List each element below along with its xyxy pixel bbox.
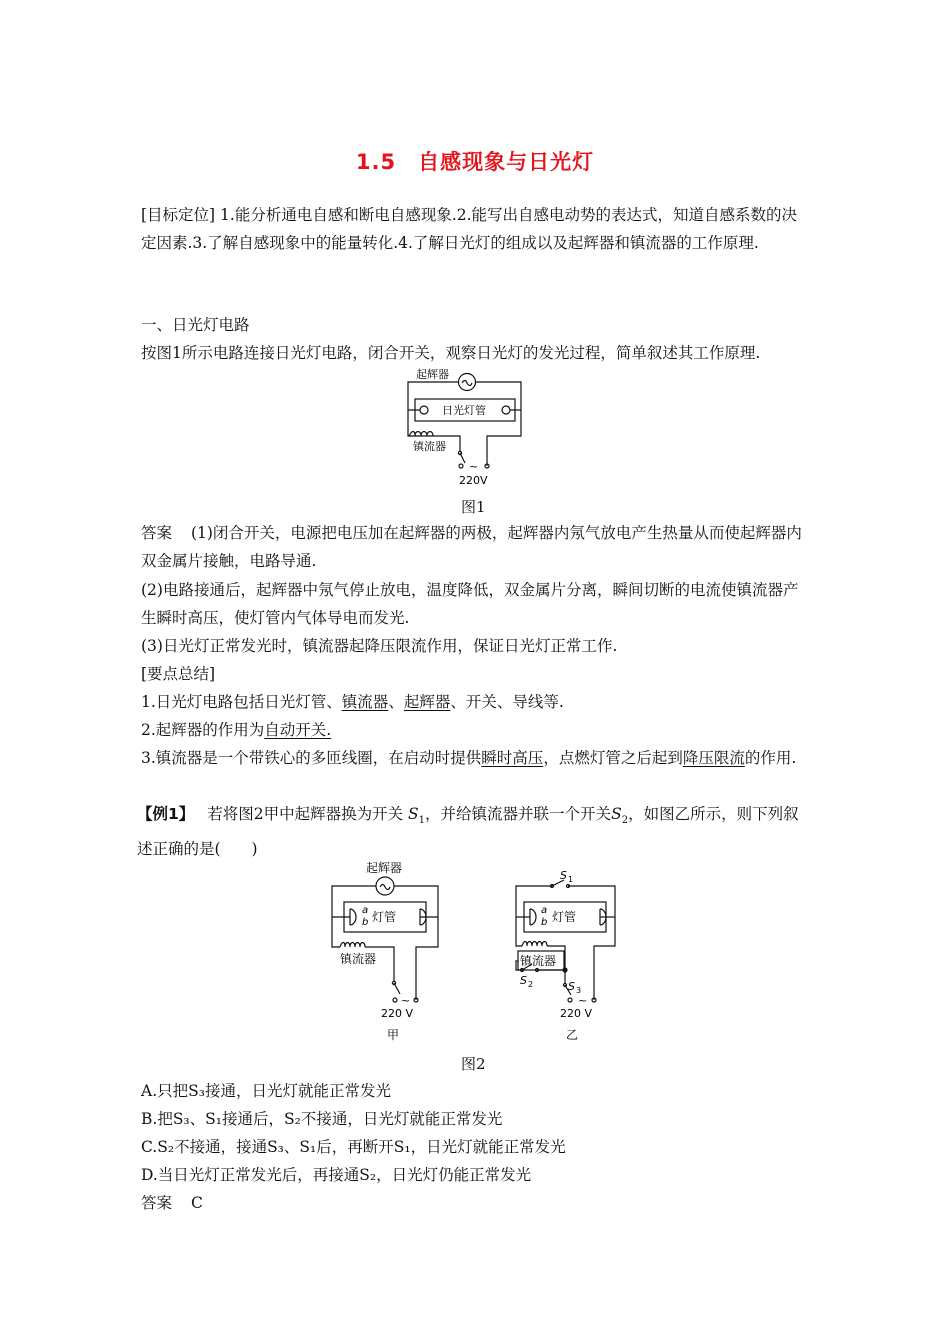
summary-key-limit-current: 降压限流	[682, 749, 745, 767]
summary-text: 、	[388, 693, 404, 711]
figure-2-caption: 图2	[461, 1055, 486, 1073]
voltage-label: 220 V	[381, 1007, 414, 1020]
starter-label: 起辉器	[366, 861, 403, 875]
answer-1-p3: (3)日光灯正常发光时，镇流器起降压限流作用，保证日光灯正常工作.	[141, 637, 618, 655]
tube-label: 日光灯管	[442, 404, 486, 417]
page-title: 1.5 自感现象与日光灯	[355, 150, 595, 174]
figure-1-circuit	[400, 366, 530, 490]
ac-symbol: ~	[578, 994, 588, 1007]
terminal-a-label: a	[362, 905, 369, 916]
answer-1-p2: (2)电路接通后，起辉器中氖气停止放电，温度降低，双金属片分离，瞬间切断的电流使镇流器产生瞬时高压，使灯管内气体导电而发光.	[141, 581, 799, 627]
voltage-label: 220 V	[560, 1007, 593, 1020]
summary-text: 3.镇流器是一个带铁心的多匝线圈，在启动时提供	[141, 749, 482, 767]
voltage-label: 220V	[459, 474, 488, 487]
summary-key-ballast: 镇流器	[341, 693, 389, 711]
ballast-label: 镇流器	[520, 954, 557, 968]
figure-2-yi	[508, 857, 648, 1047]
section-heading: 一、日光灯电路	[141, 316, 250, 334]
section-question: 按图1所示电路连接日光灯电路，闭合开关，观察日光灯的发光过程，简单叙述其工作原理.	[141, 344, 761, 362]
summary-text: ，点燃灯管之后起到	[543, 749, 683, 767]
answer-1	[141, 519, 811, 575]
answer-2	[141, 1189, 811, 1217]
ac-symbol: ~	[469, 460, 479, 473]
summary-item-2	[141, 716, 811, 744]
objectives-text: 1.能分析通电自感和断电自感现象.2.能写出自感电动势的表达式，知道自感系数的决定因素.3.了解自感现象中的能量转化.4.了解日光灯的组成以及起辉器和镇流器的工作原理.	[141, 206, 798, 252]
answer-label: 答案	[141, 524, 173, 542]
figure-1-caption: 图1	[461, 498, 486, 516]
summary-key-starter: 起辉器	[403, 693, 451, 711]
switch-s2-label: S	[611, 805, 622, 823]
terminal-b-label: b	[362, 917, 369, 928]
summary-text: 的作用.	[744, 749, 797, 767]
option-d: D.当日光灯正常发光后，再接通S₂，日光灯仍能正常发光	[141, 1166, 532, 1184]
summary-key-switch: 自动开关.	[264, 721, 332, 739]
answer-label: 答案	[141, 1194, 173, 1212]
option-c: C.S₂不接通，接通S₃、S₁后，再断开S₁，日光灯就能正常发光	[141, 1138, 566, 1156]
switch-s1-label: S	[408, 805, 419, 823]
figure-2-jia	[324, 857, 464, 1047]
example-1	[137, 800, 813, 863]
answer-value: C	[190, 1194, 203, 1212]
ac-symbol: ~	[401, 994, 411, 1007]
summary-item-1	[141, 688, 811, 716]
summary-item-3	[141, 744, 811, 772]
example-label: 【例1】	[137, 805, 195, 823]
subfigure-label-jia: 甲	[387, 1028, 400, 1042]
terminal-b-label: b	[541, 917, 548, 928]
example-text: ，并给镇流器并联一个开关	[425, 805, 612, 823]
tube-label: 灯管	[552, 910, 577, 924]
terminal-a-label: a	[541, 905, 548, 916]
subfigure-label-yi: 乙	[566, 1028, 579, 1042]
summary-label: [要点总结]	[141, 665, 216, 683]
ballast-label: 镇流器	[413, 440, 446, 453]
example-text: ，如图乙所示，则下列叙述正确的是( )	[137, 805, 799, 859]
objectives	[141, 201, 811, 257]
switch-s3-label: S	[568, 980, 575, 993]
switch-s3-sub: 3	[576, 986, 582, 995]
starter-label: 起辉器	[416, 368, 449, 381]
summary-text: 1.日光灯电路包括日光灯管、	[141, 693, 342, 711]
option-a: A.只把S₃接通，日光灯就能正常发光	[141, 1082, 391, 1100]
switch-s2-sub: 2	[528, 980, 534, 989]
summary-text: 2.起辉器的作用为	[141, 721, 265, 739]
switch-s2-sub: 2	[621, 815, 629, 827]
summary-text: 、开关、导线等.	[450, 693, 564, 711]
tube-label: 灯管	[372, 910, 397, 924]
switch-s1-sub: 1	[568, 875, 574, 884]
option-b: B.把S₃、S₁接通后，S₂不接通，日光灯就能正常发光	[141, 1110, 503, 1128]
example-text: 若将图2甲中起辉器换为开关	[207, 805, 404, 823]
switch-s1-label: S	[560, 869, 567, 882]
answer-1-p1: (1)闭合开关，电源把电压加在起辉器的两极，起辉器内氖气放电产生热量从而使起辉器内双金属片接触，电路导通.	[141, 524, 802, 570]
switch-s2-label: S	[520, 974, 527, 987]
ballast-label: 镇流器	[340, 952, 377, 966]
switch-s1-sub: 1	[418, 815, 426, 827]
objectives-label: [目标定位]	[141, 206, 216, 224]
summary-key-high-voltage: 瞬时高压	[481, 749, 544, 767]
